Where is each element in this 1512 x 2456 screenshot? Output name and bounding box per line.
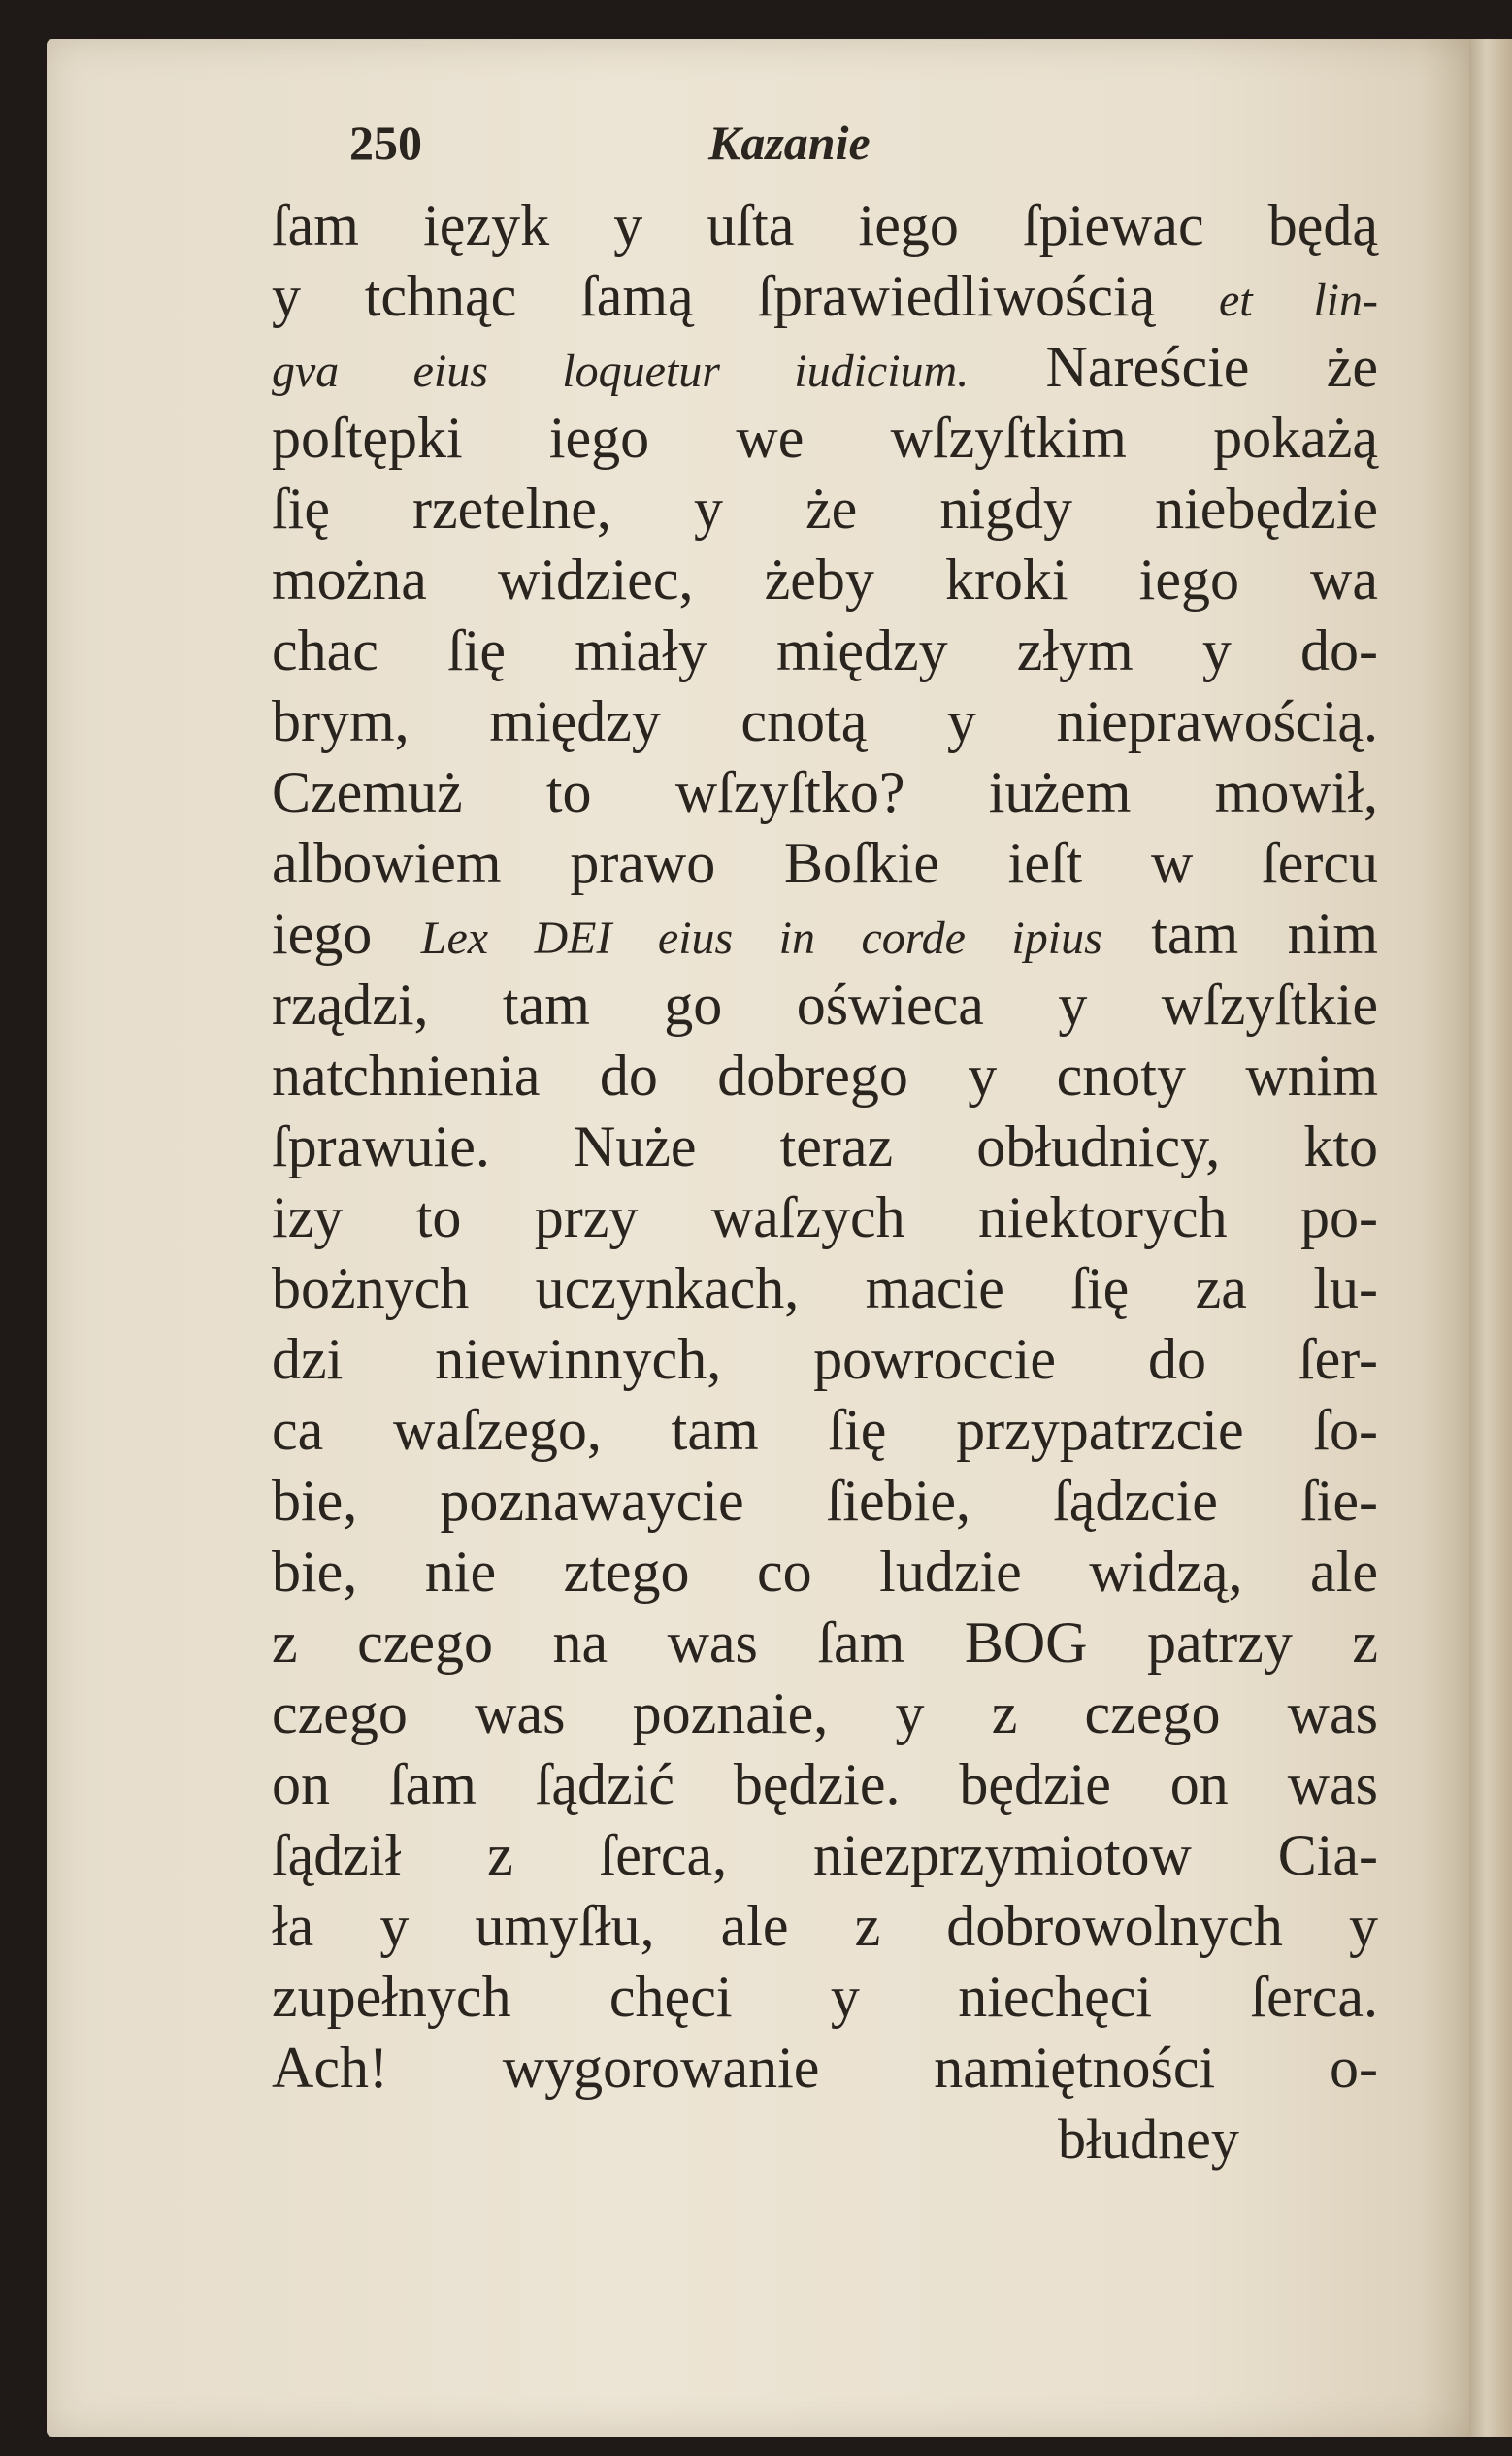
text-run: czego was poznaie, y z czego was: [272, 1681, 1378, 1745]
text-line: [272, 474, 1378, 545]
text-run: rządzi, tam go oświeca y wſzyſtkie: [272, 973, 1378, 1037]
text-line: [272, 1182, 1378, 1253]
text-line: [272, 1112, 1378, 1182]
text-run: ca waſzego, tam ſię przypatrzcie ſo-: [272, 1398, 1378, 1462]
text-line: [272, 1608, 1378, 1678]
latin-quote: gva eius loquetur iudicium.: [272, 346, 970, 397]
text-run: ſię rzetelne, y że nigdy niebędzie: [272, 477, 1378, 541]
text-run: ſądził z ſerca, niezprzymiotow Cia-: [272, 1823, 1378, 1887]
text-run: zupełnych chęci y niechęci ſerca.: [272, 1965, 1378, 2029]
text-run: natchnienia do dobrego y cnoty wnim: [272, 1044, 1378, 1108]
text-line: [272, 190, 1378, 261]
catchword: błudney: [1058, 2108, 1239, 2171]
text-run: ſam ięzyk y uſta iego ſpiewac będą: [272, 193, 1378, 257]
text-line: [272, 261, 1378, 332]
text-line: [272, 1678, 1378, 1749]
text-line: [272, 545, 1378, 615]
text-run: on ſam ſądzić będzie. będzie on was: [272, 1752, 1378, 1816]
text-run: poſtępki iego we wſzyſtkim pokażą: [272, 406, 1378, 470]
text-line: [272, 1324, 1378, 1395]
text-line: [272, 899, 1378, 970]
text-run: izy to przy waſzych niektorych po-: [272, 1185, 1378, 1249]
text-line: [272, 1891, 1378, 1962]
text-run: ſprawuie. Nuże teraz obłudnicy, kto: [272, 1114, 1378, 1178]
text-line: [272, 1253, 1378, 1324]
text-run: dzi niewinnych, powroccie do ſer-: [272, 1327, 1378, 1391]
text-run: chac ſię miały między złym y do-: [272, 618, 1378, 682]
text-run: ła y umyſłu, ale z dobrowolnych y: [272, 1894, 1378, 1958]
text-run: albowiem prawo Boſkie ieſt w ſercu: [272, 831, 1378, 895]
latin-quote: et lin-: [1218, 275, 1378, 326]
text-line: [272, 332, 1378, 403]
text-line: [272, 1537, 1378, 1608]
text-run: z czego na was ſam BOG patrzy z: [272, 1610, 1378, 1675]
running-head: Kazanie: [708, 116, 871, 170]
text-line: [272, 1041, 1378, 1112]
text-run: Czemuż to wſzyſtko? iużem mowił,: [272, 760, 1378, 824]
text-run: Ach! wygorowanie namiętności o-: [272, 2036, 1378, 2100]
text-run: iego: [272, 902, 421, 966]
text-line: [272, 828, 1378, 899]
latin-quote: Lex DEI eius in corde ipius: [420, 913, 1102, 964]
text-run: y tchnąc ſamą ſprawiedliwością: [272, 264, 1219, 328]
text-line: [272, 757, 1378, 828]
text-run: brym, między cnotą y nieprawością.: [272, 689, 1378, 753]
body-text: [272, 190, 1378, 2104]
page-number: 250: [349, 116, 422, 170]
text-line: [272, 1749, 1378, 1820]
text-run: Nareście że: [969, 335, 1378, 399]
text-run: można widziec, żeby kroki iego wa: [272, 548, 1378, 612]
text-line: [272, 686, 1378, 757]
text-run: bożnych uczynkach, macie ſię za lu-: [272, 1256, 1378, 1320]
text-line: [272, 615, 1378, 686]
text-line: [272, 2033, 1378, 2104]
page-header: [349, 115, 951, 173]
text-run: tam nim: [1101, 902, 1378, 966]
text-line: [272, 403, 1378, 474]
page-edge: [1469, 39, 1512, 2437]
text-line: [272, 1395, 1378, 1466]
text-line: [272, 1820, 1378, 1891]
text-run: bie, nie ztego co ludzie widzą, ale: [272, 1540, 1378, 1604]
text-line: [272, 970, 1378, 1041]
text-line: [272, 1962, 1378, 2033]
text-run: bie, poznawaycie ſiebie, ſądzcie ſie-: [272, 1469, 1378, 1533]
text-line: [272, 1466, 1378, 1537]
